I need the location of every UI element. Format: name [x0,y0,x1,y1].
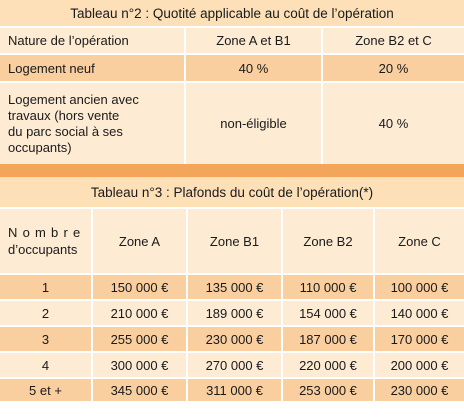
occupants-cell: 5 et + [0,378,92,401]
label-line: occupants) [8,139,72,155]
value-cell: 150 000 € [92,274,187,300]
table2-cell: 40 % [322,82,464,164]
table3-header-occupants [0,208,92,274]
value-cell: 345 000 € [92,378,187,401]
table2-header-zone-ab1: Zone A et B1 [185,27,322,54]
value-cell: 311 000 € [187,378,282,401]
value-cell: 187 000 € [282,326,374,352]
table2-cell: 20 % [322,54,464,82]
table3-header-zone-c: Zone C [374,208,464,274]
label-line: travaux (hors vente [8,107,120,123]
table3-title-row [0,177,464,208]
section-divider [0,164,464,177]
table2-header-nature: Nature de l’opération [0,27,185,54]
table-quotite [0,0,464,164]
value-cell: 210 000 € [92,300,187,326]
value-cell: 200 000 € [374,352,464,378]
value-cell: 253 000 € [282,378,374,401]
table3-title: Tableau n°3 : Plafonds du coût de l’opération(*) [0,177,464,208]
value-cell: 135 000 € [187,274,282,300]
table-row [0,300,464,326]
header-line: Nombre [8,225,86,240]
value-cell: 270 000 € [187,352,282,378]
table3-header-row [0,208,464,274]
value-cell: 154 000 € [282,300,374,326]
table3-header-zone-b1: Zone B1 [187,208,282,274]
table-row [0,352,464,378]
table2-row-label: Logement neuf [0,54,185,82]
table-row [0,326,464,352]
table2-header-zone-b2c: Zone B2 et C [322,27,464,54]
label-line: du parc social à ses [8,123,123,139]
table-row [0,378,464,401]
table2-header-row [0,27,464,54]
value-cell: 189 000 € [187,300,282,326]
value-cell: 100 000 € [374,274,464,300]
value-cell: 170 000 € [374,326,464,352]
table3-header-zone-b2: Zone B2 [282,208,374,274]
occupants-cell: 4 [0,352,92,378]
occupants-cell: 1 [0,274,92,300]
table-plafonds [0,177,464,401]
table2-row-label [0,82,185,164]
value-cell: 255 000 € [92,326,187,352]
value-cell: 300 000 € [92,352,187,378]
header-line: d’occupants [8,242,78,257]
label-line: Logement ancien avec [8,91,139,107]
occupants-cell: 2 [0,300,92,326]
table-row [0,82,464,164]
value-cell: 110 000 € [282,274,374,300]
value-cell: 230 000 € [187,326,282,352]
table2-cell: 40 % [185,54,322,82]
value-cell: 230 000 € [374,378,464,401]
table2-title-row [0,0,464,27]
table2-title: Tableau n°2 : Quotité applicable au coût de l’opération [0,0,464,27]
table-row [0,274,464,300]
value-cell: 140 000 € [374,300,464,326]
table-row [0,54,464,82]
table3-header-zone-a: Zone A [92,208,187,274]
occupants-cell: 3 [0,326,92,352]
value-cell: 220 000 € [282,352,374,378]
table2-cell: non-éligible [185,82,322,164]
